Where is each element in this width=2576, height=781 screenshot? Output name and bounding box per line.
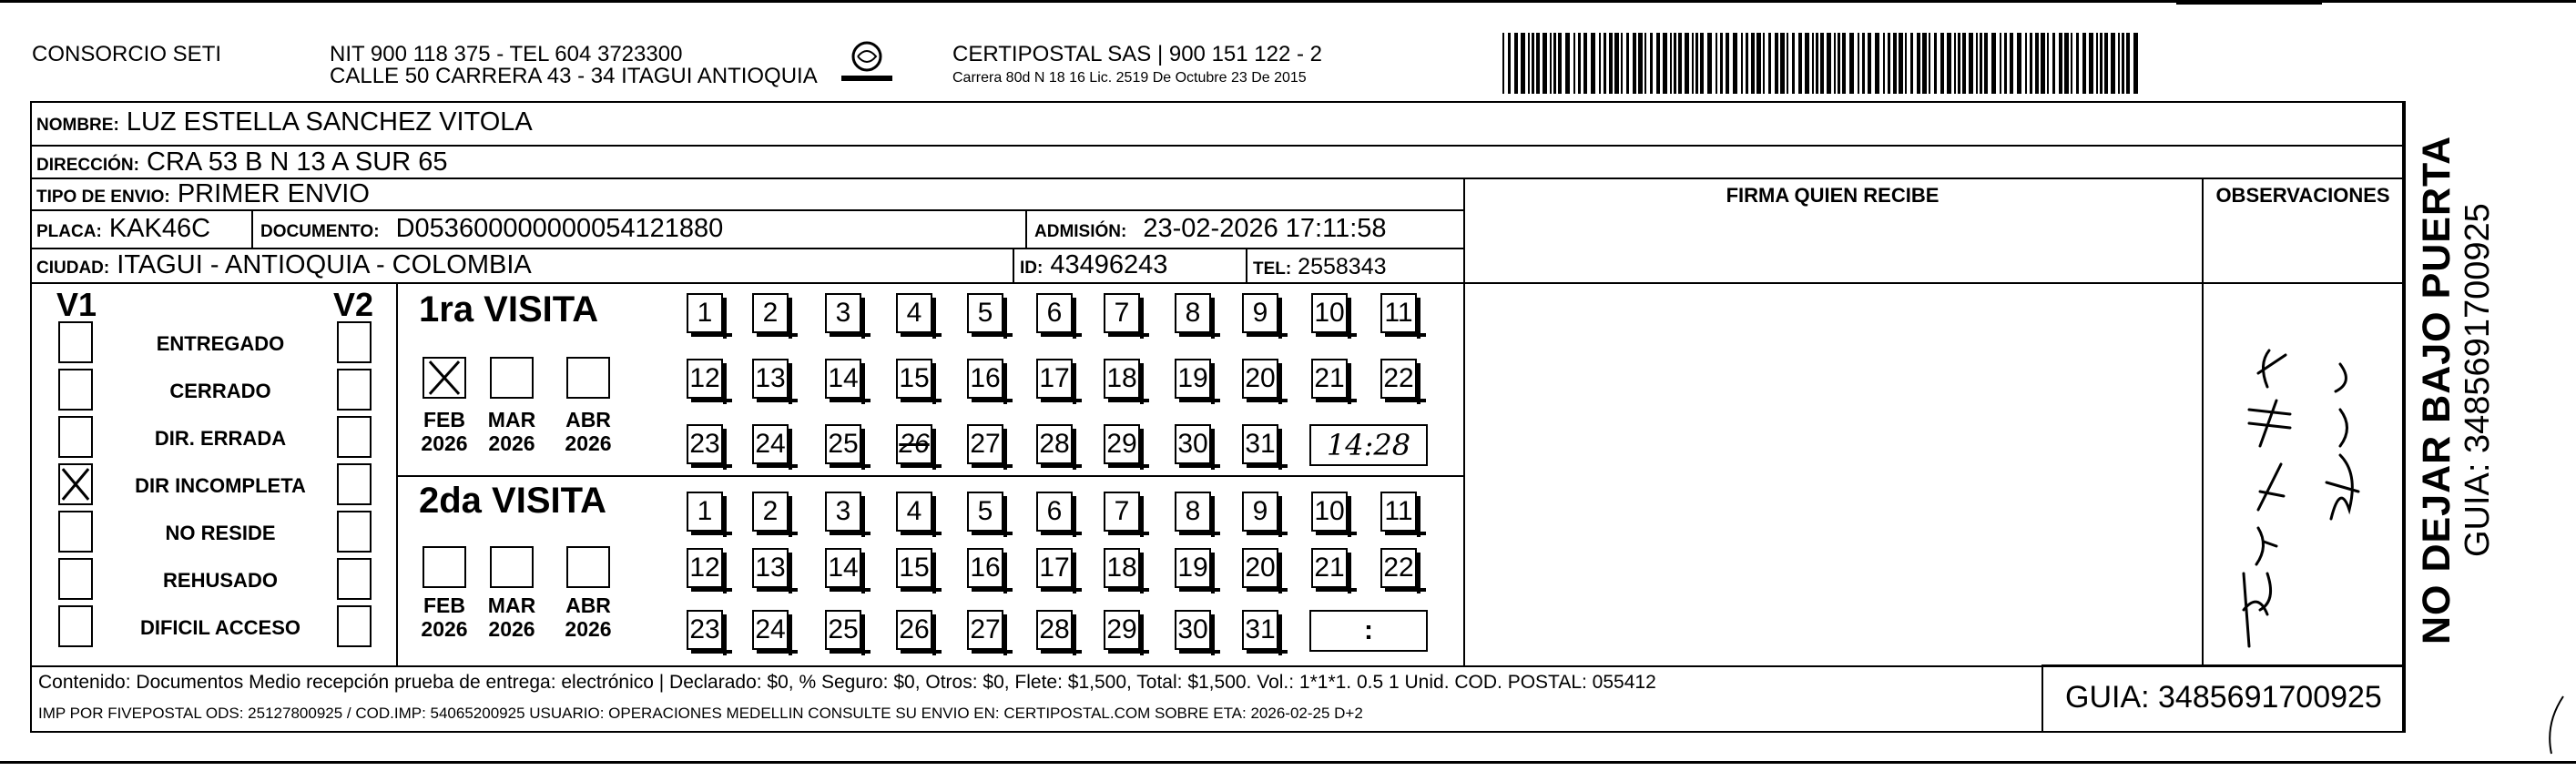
day-box[interactable]: 1 [687, 293, 723, 333]
month-name: MAR [487, 408, 536, 431]
month-checkbox-mar[interactable] [490, 546, 534, 588]
status-label: DIFICIL ACCESO [139, 616, 300, 639]
barcode-bar [2004, 33, 2007, 94]
barcode-bar [1532, 33, 1534, 94]
placa-value: KAK46C [108, 214, 211, 243]
barcode-bar [1633, 33, 1636, 94]
month-name: ABR [565, 408, 611, 431]
barcode-bar [1720, 33, 1723, 94]
day-box[interactable]: 23 [687, 424, 723, 464]
barcode-bar [2096, 33, 2098, 94]
id-field [1020, 249, 1167, 284]
barcode-bar [1958, 33, 1960, 94]
barcode-bar [1674, 33, 1676, 94]
barcode-bar [1685, 33, 1689, 94]
barcode-bar [1984, 33, 1988, 94]
time-box-first[interactable]: 14:28 [1309, 424, 1428, 466]
barcode-bar [1695, 33, 1698, 94]
tipo-value: PRIMER ENVIO [177, 179, 370, 208]
barcode-bar [1858, 33, 1859, 94]
day-box[interactable]: 3 [825, 492, 861, 532]
direccion-value: CRA 53 B N 13 A SUR 65 [147, 147, 448, 177]
v1-checkbox[interactable] [58, 558, 93, 600]
month-checkbox-abr[interactable] [566, 546, 610, 588]
barcode-bar [1614, 33, 1619, 94]
admision-label: ADMISIÓN: [1034, 222, 1127, 241]
day-box[interactable]: 14 [825, 359, 861, 399]
month-label [561, 408, 616, 455]
day-box[interactable]: 8 [1175, 293, 1211, 333]
barcode-bar [1553, 33, 1556, 94]
day-box[interactable]: 25 [825, 610, 861, 650]
barcode-bar [2100, 33, 2103, 94]
status-label: ENTREGADO [156, 332, 285, 355]
day-box[interactable]: 14 [825, 548, 861, 588]
day-box[interactable]: 3 [825, 293, 861, 333]
barcode-bar [1578, 33, 1581, 94]
v1-checkbox[interactable] [58, 463, 93, 505]
barcode-bar [1650, 33, 1653, 94]
day-box[interactable]: 12 [687, 359, 723, 399]
barcode-bar [1621, 33, 1623, 94]
barcode-bar [2064, 33, 2069, 94]
v1-checkbox[interactable] [58, 511, 93, 553]
month-checkbox-mar[interactable] [490, 357, 534, 399]
day-box[interactable]: 7 [1104, 293, 1140, 333]
month-name: ABR [565, 593, 611, 617]
barcode-bar [1508, 33, 1511, 94]
day-box[interactable]: 13 [752, 359, 789, 399]
barcode-bar [1638, 33, 1643, 94]
day-box[interactable]: 15 [896, 548, 932, 588]
barcode-bar [1626, 33, 1629, 94]
barcode-bar [1934, 33, 1937, 94]
barcode-bar [2082, 33, 2086, 94]
day-box[interactable]: 8 [1175, 492, 1211, 532]
placa-field [36, 213, 210, 248]
day-box[interactable]: 16 [967, 548, 1003, 588]
barcode-bar [2122, 33, 2124, 94]
company-name: CONSORCIO SETI [32, 42, 222, 66]
barcode-bar [1922, 33, 1927, 94]
v1-checkbox[interactable] [58, 369, 93, 411]
direccion-label: DIRECCIÓN: [36, 156, 139, 175]
admision-value: 23-02-2026 17:11:58 [1143, 214, 1387, 243]
barcode-bar [1868, 33, 1871, 94]
month-checkbox-feb[interactable] [423, 357, 466, 399]
barcode-bar [1862, 33, 1865, 94]
barcode-bar [2133, 33, 2138, 94]
barcode-bar [1820, 33, 1824, 94]
right-corner-mark [2540, 692, 2568, 756]
barcode-bar [2104, 33, 2108, 94]
day-box[interactable]: 31 [1242, 424, 1278, 464]
barcode-bar [1947, 33, 1951, 94]
barcode-bar [1604, 33, 1606, 94]
barcode-bar [1550, 33, 1552, 94]
month-year: 2026 [565, 617, 612, 641]
status-label: NO RESIDE [165, 522, 276, 544]
barcode-bar [1976, 33, 1978, 94]
barcode-bar [1842, 33, 1846, 94]
barcode-bar [1875, 33, 1879, 94]
barcode-bar [2010, 33, 2013, 94]
footer-guia: GUIA: 3485691700925 [2065, 680, 2382, 715]
barcode-bar [2035, 33, 2039, 94]
barcode-bar [1707, 33, 1712, 94]
day-box[interactable]: 18 [1104, 359, 1140, 399]
month-name: FEB [423, 593, 465, 617]
barcode-bar [1775, 33, 1778, 94]
day-box[interactable]: 18 [1104, 548, 1140, 588]
documento-field [260, 213, 723, 248]
month-label [417, 593, 472, 641]
barcode-bar [1798, 33, 1802, 94]
day-box[interactable]: 13 [752, 548, 789, 588]
barcode-bar [1917, 33, 1920, 94]
barcode-bar [1644, 33, 1646, 94]
month-year: 2026 [421, 431, 468, 455]
barcode-bar [1726, 33, 1729, 94]
day-box[interactable]: 2 [752, 492, 789, 532]
day-box[interactable]: 6 [1036, 492, 1073, 532]
v1-checkbox[interactable] [58, 416, 93, 458]
placa-label: PLACA: [36, 222, 102, 241]
barcode-bar [1883, 33, 1885, 94]
month-checkbox-abr[interactable] [566, 357, 610, 399]
admision-field [1034, 213, 1387, 248]
ciudad-label: CIUDAD: [36, 259, 110, 278]
nombre-field [36, 106, 533, 141]
day-box[interactable]: 17 [1036, 548, 1073, 588]
tel-value: 2558343 [1298, 254, 1387, 279]
barcode-bar [1834, 33, 1836, 94]
day-box[interactable]: 25 [825, 424, 861, 464]
status-label: DIR. ERRADA [154, 427, 287, 450]
no-dejar-bajo-puerta: NO DEJAR BAJO PUERTA [2415, 135, 2459, 644]
barcode-bar [1838, 33, 1840, 94]
day-box[interactable]: 23 [687, 610, 723, 650]
day-box[interactable]: 27 [967, 424, 1003, 464]
barcode-bar [1656, 33, 1660, 94]
nombre-value: LUZ ESTELLA SANCHEZ VITOLA [126, 107, 533, 137]
day-box[interactable]: 27 [967, 610, 1003, 650]
day-box[interactable]: 4 [896, 492, 932, 532]
top-rule-right [2176, 3, 2322, 5]
barcode-bar [2041, 33, 2045, 94]
barcode-bar [1609, 33, 1613, 94]
day-box[interactable]: 26 [896, 424, 932, 464]
day-box[interactable]: 15 [896, 359, 932, 399]
day-box[interactable]: 11 [1380, 293, 1417, 333]
barcode-bar [1969, 33, 1973, 94]
day-box[interactable]: 11 [1380, 492, 1417, 532]
observaciones-header: OBSERVACIONES [2215, 184, 2390, 207]
month-checkbox-feb[interactable] [423, 546, 466, 588]
v1-checkbox[interactable] [58, 321, 93, 363]
time-box-second[interactable]: : [1309, 610, 1428, 652]
barcode-bar [1599, 33, 1601, 94]
day-box[interactable]: 26 [896, 610, 932, 650]
firma-header: FIRMA QUIEN RECIBE [1726, 184, 1940, 207]
day-box[interactable]: 24 [752, 610, 789, 650]
barcode-bar [1899, 33, 1903, 94]
barcode-bar [2047, 33, 2049, 94]
day-box[interactable]: 6 [1036, 293, 1073, 333]
documento-label: DOCUMENTO: [260, 222, 380, 241]
barcode-bar [1980, 33, 1982, 94]
barcode-bar [1805, 33, 1809, 94]
second-visit-title: 2da VISITA [419, 481, 606, 521]
status-label: DIR INCOMPLETA [135, 474, 306, 497]
v2-checkbox[interactable] [337, 369, 372, 411]
barcode-bar [1741, 33, 1743, 94]
v1-checkbox[interactable] [58, 605, 93, 647]
certipostal-logo [836, 38, 898, 93]
barcode-bar [1787, 33, 1788, 94]
barcode-bar [1573, 33, 1575, 94]
barcode-bar [1700, 33, 1704, 94]
month-year: 2026 [488, 617, 535, 641]
day-box[interactable]: 5 [967, 492, 1003, 532]
barcode-bar [2071, 33, 2072, 94]
barcode-bar [1768, 33, 1771, 94]
v2-checkbox[interactable] [337, 416, 372, 458]
footer-line2: IMP POR FIVEPOSTAL ODS: 25127800925 / COD.IMP: 54065200925 USUARIO: OPERACIONES MEDELLIN CONSULTE SU ENVIO EN: CERTIPOSTAL.COM SOBRE ETA: 2026-02-25 D+2 [38, 705, 1363, 722]
day-box[interactable]: 10 [1311, 293, 1348, 333]
barcode-bar [1991, 33, 1996, 94]
month-year: 2026 [565, 431, 612, 455]
barcode-bar [2089, 33, 2093, 94]
barcode-bar [2030, 33, 2032, 94]
day-box[interactable]: 21 [1311, 548, 1348, 588]
day-box[interactable]: 4 [896, 293, 932, 333]
day-box[interactable]: 1 [687, 492, 723, 532]
v2-checkbox[interactable] [337, 463, 372, 505]
nit-tel: NIT 900 118 375 - TEL 604 3723300 [330, 42, 683, 66]
company-address: CALLE 50 CARRERA 43 - 34 ITAGUI ANTIOQUIA [330, 64, 818, 88]
barcode-bar [1521, 33, 1525, 94]
barcode-bar [1849, 33, 1854, 94]
documento-value: D053600000000054121880 [395, 214, 724, 243]
status-label: REHUSADO [163, 569, 278, 592]
certipostal-license: Carrera 80d N 18 16 Lic. 2519 De Octubre 23 De 2015 [952, 70, 1307, 86]
day-box[interactable]: 30 [1175, 424, 1211, 464]
first-visit-title: 1ra VISITA [419, 289, 599, 330]
barcode-bar [1536, 33, 1540, 94]
barcode-bar [1692, 33, 1694, 94]
day-box[interactable]: 21 [1311, 359, 1348, 399]
barcode-bar [1565, 33, 1570, 94]
v1-label: V1 [56, 286, 97, 323]
v2-checkbox[interactable] [337, 511, 372, 553]
barcode-bar [2017, 33, 2021, 94]
day-box[interactable]: 17 [1036, 359, 1073, 399]
barcode-bar [2118, 33, 2120, 94]
day-box[interactable]: 22 [1380, 548, 1417, 588]
barcode-bar [1905, 33, 1907, 94]
barcode-bar [2052, 33, 2055, 94]
barcode-bar [2126, 33, 2130, 94]
tel-field [1253, 251, 1387, 285]
barcode [1502, 33, 2145, 94]
day-box[interactable]: 7 [1104, 492, 1140, 532]
side-guia: GUIA: 3485691700925 [2459, 203, 2497, 557]
barcode-bar [2076, 33, 2079, 94]
day-box[interactable]: 28 [1036, 424, 1073, 464]
barcode-bar [1888, 33, 1890, 94]
month-label [561, 593, 616, 641]
day-box[interactable]: 10 [1311, 492, 1348, 532]
month-name: FEB [423, 408, 465, 431]
day-box[interactable]: 12 [687, 548, 723, 588]
footer-line1: Contenido: Documentos Medio recepción prueba de entrega: electrónico | Declarado: $0, % Seguro: $0, Otros: $0, Flete: $1,500, Total: $1,500. Vol.: 1*1*1. 0.5 1 Unid. COD. POSTAL: 055412 [38, 672, 1656, 693]
barcode-bar [1763, 33, 1765, 94]
barcode-bar [1893, 33, 1897, 94]
barcode-bar [1670, 33, 1672, 94]
id-label: ID: [1020, 259, 1044, 278]
day-box[interactable]: 30 [1175, 610, 1211, 650]
barcode-bar [2059, 33, 2062, 94]
month-label [484, 408, 539, 455]
day-box[interactable]: 9 [1242, 492, 1278, 532]
barcode-bar [1910, 33, 1913, 94]
day-box[interactable]: 9 [1242, 293, 1278, 333]
id-value: 43496243 [1050, 250, 1168, 279]
day-box[interactable]: 19 [1175, 359, 1211, 399]
month-label [484, 593, 539, 641]
barcode-bar [1954, 33, 1956, 94]
barcode-bar [1663, 33, 1667, 94]
day-box[interactable]: 29 [1104, 424, 1140, 464]
day-box[interactable]: 5 [967, 293, 1003, 333]
barcode-bar [1543, 33, 1547, 94]
barcode-bar [1678, 33, 1682, 94]
barcode-bar [1756, 33, 1761, 94]
handwriting-drawing [2204, 300, 2399, 655]
tipo-field [36, 178, 370, 213]
barcode-bar [1792, 33, 1795, 94]
day-box[interactable]: 16 [967, 359, 1003, 399]
barcode-bar [1583, 33, 1587, 94]
day-box[interactable]: 2 [752, 293, 789, 333]
day-box[interactable]: 22 [1380, 359, 1417, 399]
direccion-field [36, 147, 447, 181]
day-box[interactable]: 29 [1104, 610, 1140, 650]
month-year: 2026 [488, 431, 535, 455]
certipostal-header: CERTIPOSTAL SAS | 900 151 122 - 2 [952, 42, 1322, 66]
day-box[interactable]: 28 [1036, 610, 1073, 650]
barcode-bar [1514, 33, 1518, 94]
barcode-bar [2000, 33, 2001, 94]
day-box[interactable]: 24 [752, 424, 789, 464]
ciudad-value: ITAGUI - ANTIOQUIA - COLOMBIA [117, 250, 532, 279]
barcode-bar [1816, 33, 1818, 94]
day-box[interactable]: 20 [1242, 359, 1278, 399]
barcode-bar [1940, 33, 1944, 94]
observation-handwriting [2204, 300, 2399, 655]
v2-checkbox[interactable] [337, 605, 372, 647]
tipo-label: TIPO DE ENVIO: [36, 188, 170, 207]
v2-checkbox[interactable] [337, 321, 372, 363]
month-name: MAR [487, 593, 536, 617]
tel-label: TEL: [1253, 259, 1292, 279]
barcode-bar [1812, 33, 1814, 94]
barcode-bar [1528, 33, 1530, 94]
month-label [417, 408, 472, 455]
barcode-bar [2111, 33, 2115, 94]
bottom-rule [0, 761, 2576, 764]
barcode-bar [1502, 33, 1504, 94]
day-box[interactable]: 19 [1175, 548, 1211, 588]
barcode-bar [1591, 33, 1595, 94]
barcode-bar [1716, 33, 1717, 94]
barcode-bar [1827, 33, 1831, 94]
day-box[interactable]: 31 [1242, 610, 1278, 650]
barcode-bar [1746, 33, 1748, 94]
ciudad-field [36, 249, 532, 284]
barcode-bar [1733, 33, 1737, 94]
month-year: 2026 [421, 617, 468, 641]
barcode-bar [1929, 33, 1930, 94]
v2-label: V2 [333, 286, 374, 323]
barcode-bar [1751, 33, 1755, 94]
barcode-bar [1780, 33, 1785, 94]
day-box[interactable]: 20 [1242, 548, 1278, 588]
status-label: CERRADO [169, 380, 271, 402]
v2-checkbox[interactable] [337, 558, 372, 600]
barcode-bar [1558, 33, 1562, 94]
barcode-bar [2025, 33, 2027, 94]
nombre-label: NOMBRE: [36, 116, 119, 135]
barcode-bar [1962, 33, 1966, 94]
